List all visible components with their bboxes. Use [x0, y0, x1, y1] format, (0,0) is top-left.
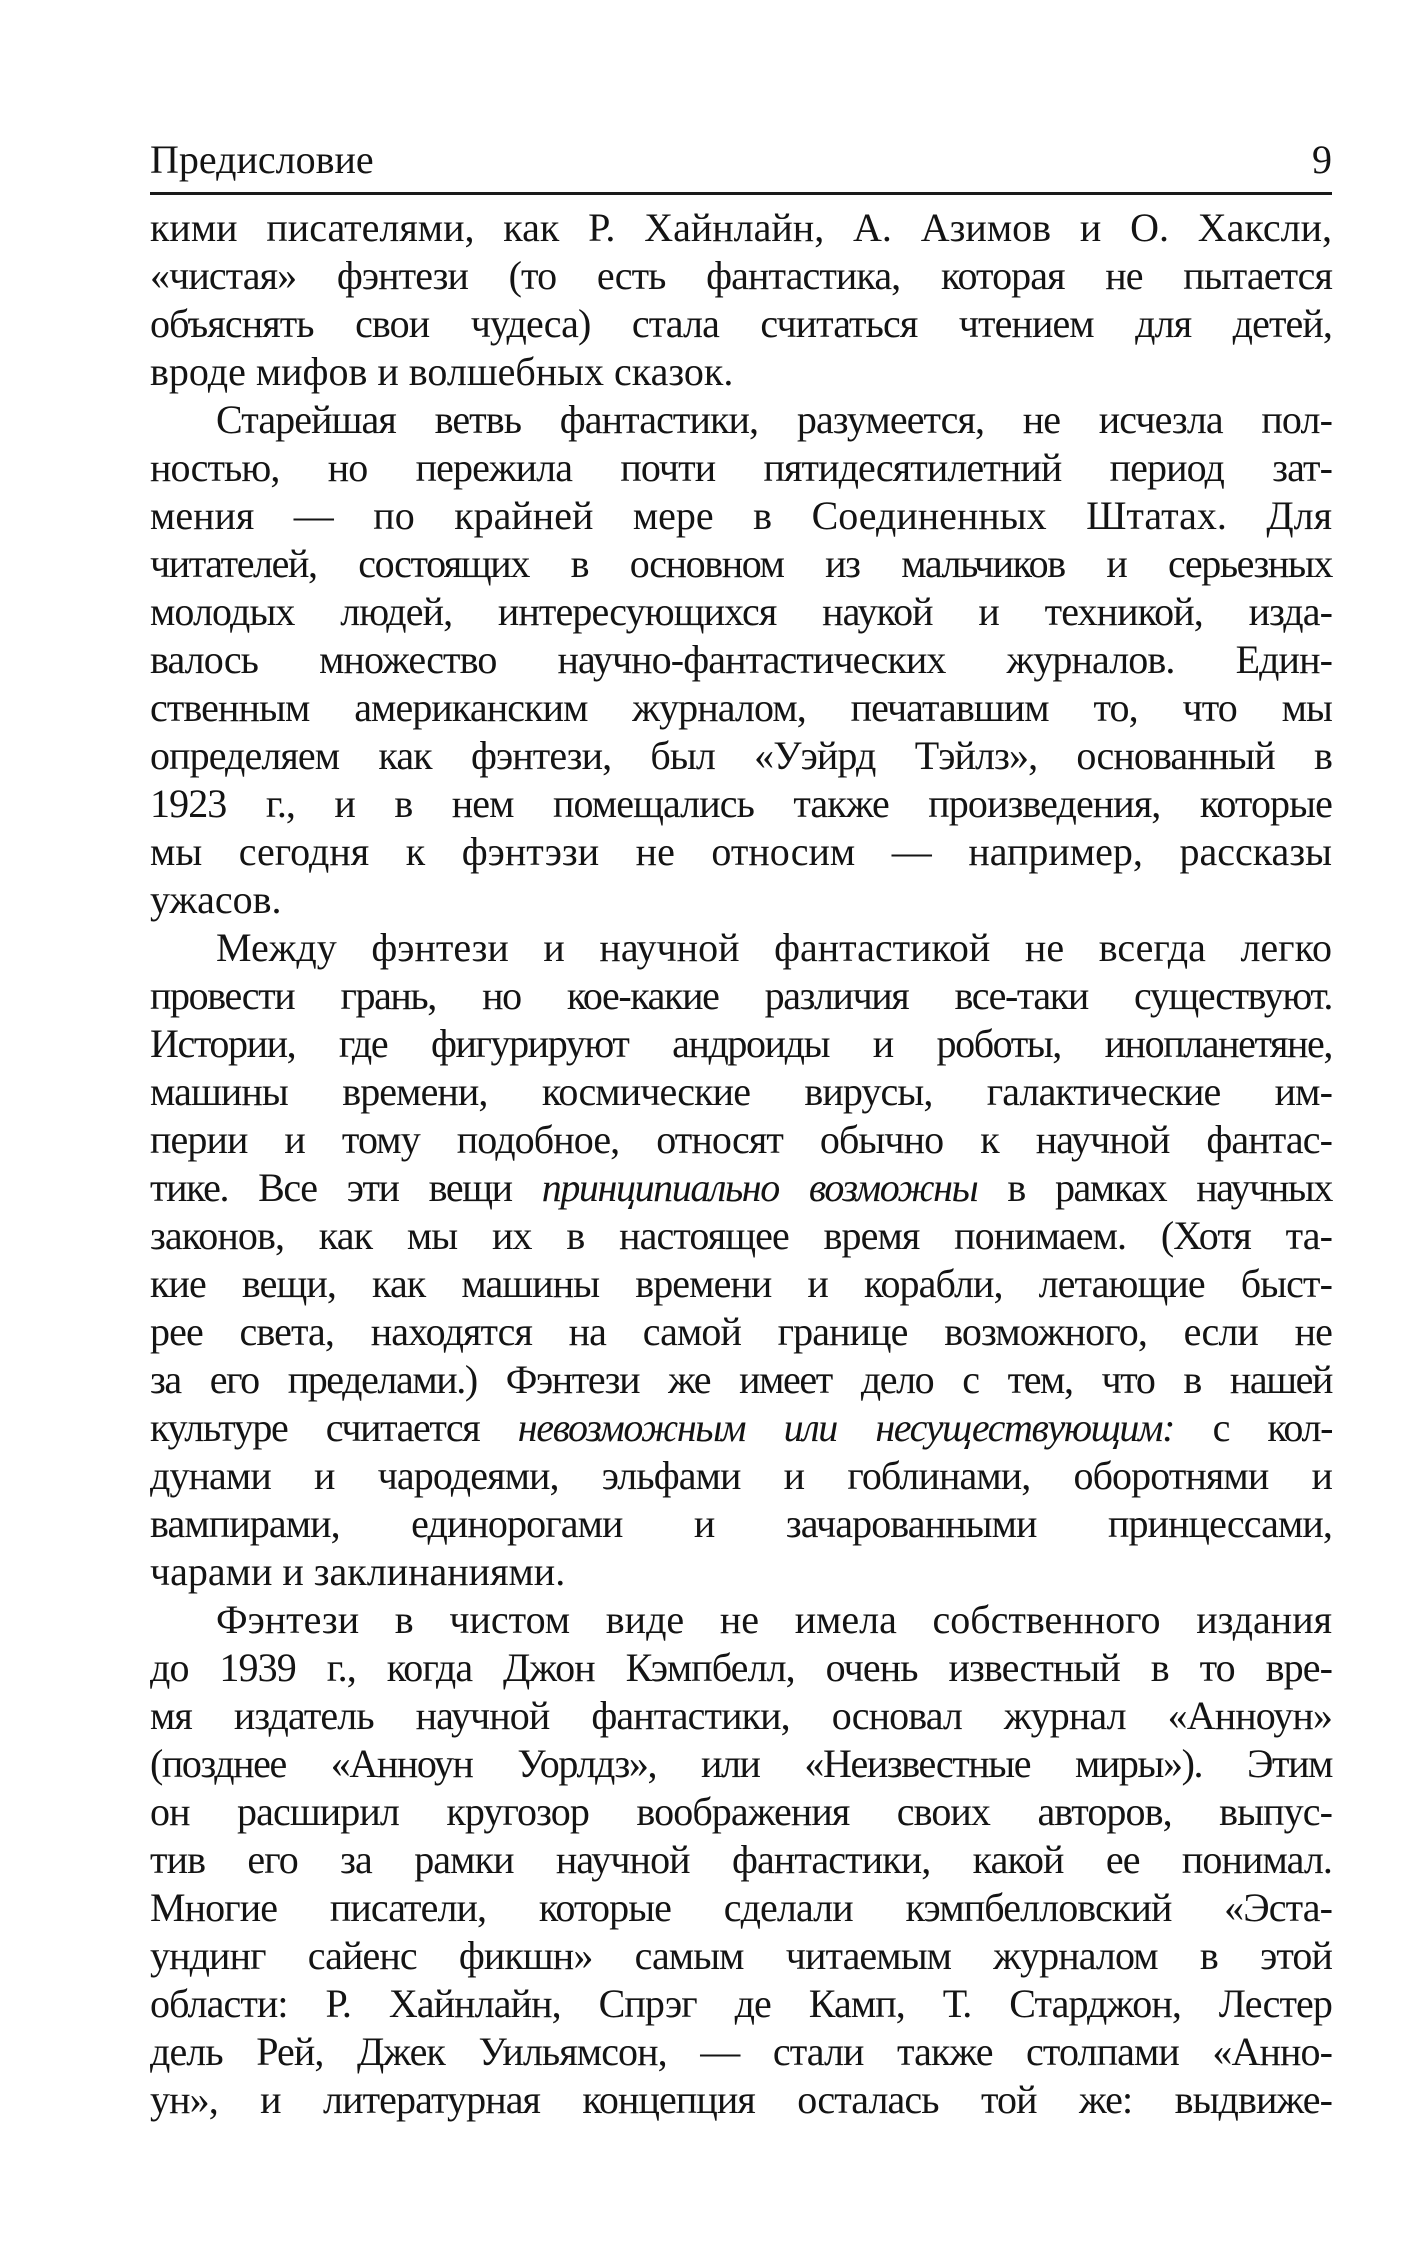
text-run: с кол-	[1174, 1405, 1332, 1450]
italic-phrase: принципиально возможны	[541, 1165, 978, 1210]
paragraph-4	[150, 1596, 1332, 2124]
text-line: области: Р. Хайнлайн, Спрэг де Камп, Т. Старджон, Лестер	[150, 1981, 1332, 2026]
text-line: вроде мифов и волшебных сказок.	[150, 349, 734, 394]
text-line: рее света, находятся на самой границе возможного, если не	[150, 1309, 1332, 1354]
text-line: до 1939 г., когда Джон Кэмпбелл, очень известный в то вре-	[150, 1645, 1332, 1690]
paragraph-2	[150, 396, 1332, 924]
text-line: вампирами, единорогами и зачарованными принцессами,	[150, 1501, 1332, 1546]
text-line: молодых людей, интересующихся наукой и техникой, изда-	[150, 589, 1332, 634]
text-run: тике. Все эти вещи	[150, 1165, 542, 1210]
text-line-with-italic	[150, 1164, 1332, 1212]
text-line: за его пределами.) Фэнтези же имеет дело с тем, что в нашей	[150, 1357, 1332, 1402]
running-head-title: Предисловие	[150, 137, 374, 182]
text-line: он расширил кругозор воображения своих авторов, выпус-	[150, 1789, 1332, 1834]
text-line: законов, как мы их в настоящее время понимаем. (Хотя та-	[150, 1213, 1332, 1258]
paragraph-3	[150, 924, 1332, 1596]
text-line: Фэнтези в чистом виде не имела собственного издания	[216, 1597, 1332, 1642]
text-line: читателей, состоящих в основном из мальчиков и серьезных	[150, 541, 1332, 586]
page-number: 9	[1312, 137, 1332, 182]
italic-phrase: невозможным или несуществующим:	[517, 1405, 1175, 1450]
text-line: ностью, но пережила почти пятидесятилетний период зат-	[150, 445, 1332, 490]
text-line: Между фэнтези и научной фантастикой не всегда легко	[216, 925, 1332, 970]
text-line: мения — по крайней мере в Соединенных Штатах. Для	[150, 493, 1332, 538]
text-line: перии и тому подобное, относят обычно к научной фантас-	[150, 1117, 1332, 1162]
text-line: Истории, где фигурируют андроиды и роботы, инопланетяне,	[150, 1021, 1332, 1066]
text-line: Многие писатели, которые сделали кэмпбелловский «Эста-	[150, 1885, 1332, 1930]
text-line: ужасов.	[150, 877, 282, 922]
book-page	[150, 128, 1332, 2124]
text-line: кие вещи, как машины времени и корабли, летающие быст-	[150, 1261, 1332, 1306]
text-line: машины времени, космические вирусы, галактические им-	[150, 1069, 1332, 1114]
text-line: мя издатель научной фантастики, основал журнал «Анноун»	[150, 1693, 1332, 1738]
running-head	[150, 128, 1332, 190]
header-rule	[150, 192, 1332, 195]
text-line: чарами и заклинаниями.	[150, 1549, 566, 1594]
text-line: тив его за рамки научной фантастики, какой ее понимал.	[150, 1837, 1332, 1882]
text-run: в рамках научных	[977, 1165, 1333, 1210]
text-line: ун», и литературная концепция осталась той же: выдвиже-	[150, 2077, 1332, 2122]
text-line: ундинг сайенс фикшн» самым читаемым журналом в этой	[150, 1933, 1332, 1978]
text-line: мы сегодня к фэнтэзи не относим — например, рассказы	[150, 829, 1332, 874]
text-line: Старейшая ветвь фантастики, разумеется, не исчезла пол-	[216, 397, 1332, 442]
text-line: (позднее «Анноун Уорлдз», или «Неизвестные миры»). Этим	[150, 1741, 1332, 1786]
text-line: «чистая» фэнтези (то есть фантастика, которая не пытается	[150, 253, 1332, 298]
text-line-with-italic	[150, 1404, 1332, 1452]
text-line: ственным американским журналом, печатавшим то, что мы	[150, 685, 1332, 730]
text-line: провести грань, но кое-какие различия все-таки существуют.	[150, 973, 1332, 1018]
text-line: валось множество научно-фантастических журналов. Един-	[150, 637, 1332, 682]
text-line: определяем как фэнтези, был «Уэйрд Тэйлз», основанный в	[150, 733, 1332, 778]
text-line: дель Рей, Джек Уильямсон, — стали также столпами «Анно-	[150, 2029, 1332, 2074]
text-line: кими писателями, как Р. Хайнлайн, А. Азимов и О. Хаксли,	[150, 205, 1332, 250]
text-line: объяснять свои чудеса) стала считаться чтением для детей,	[150, 301, 1332, 346]
paragraph-1	[150, 204, 1332, 396]
text-line: 1923 г., и в нем помещались также произведения, которые	[150, 781, 1332, 826]
body-text	[150, 204, 1332, 2124]
text-run: культуре считается	[150, 1405, 518, 1450]
text-line: дунами и чародеями, эльфами и гоблинами, оборотнями и	[150, 1453, 1332, 1498]
